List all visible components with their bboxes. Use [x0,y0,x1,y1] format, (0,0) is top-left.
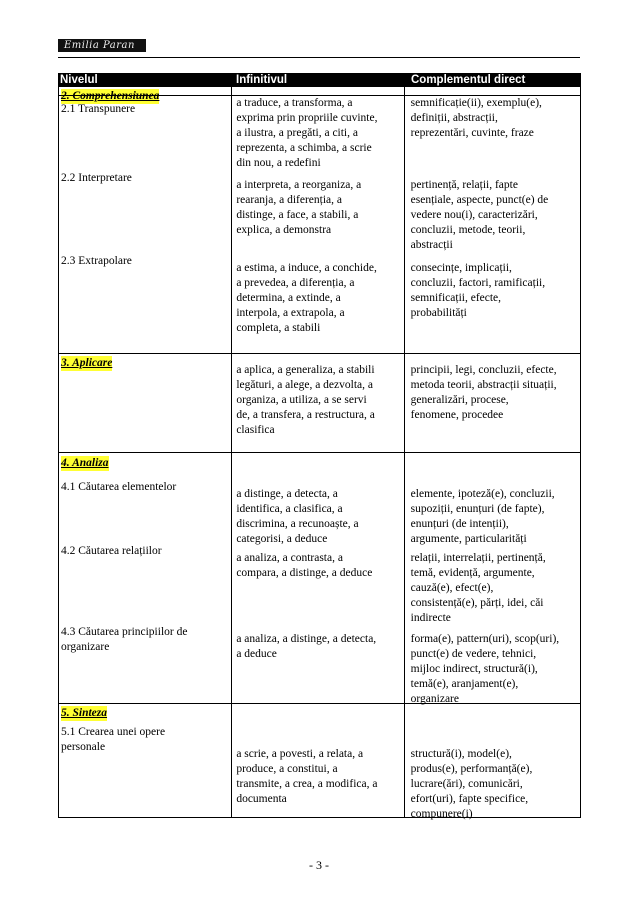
complement-line: organizare [410,693,459,705]
complement-line: cauză(e), efect(e), [410,582,494,594]
infinitive-line: reprezenta, a schimba, a scrie [236,142,372,154]
sublevel-name: 5.1 Crearea unei opere [61,726,166,738]
infinitive-line: categorisi, a deduce [236,533,328,545]
sublevel-name: 4.3 Căutarea principiilor de [61,626,188,638]
infinitive-line: documenta [236,793,287,805]
complement-line: semnificații, efecte, [410,292,502,304]
infinitive-line: rearanja, a diferenția, a [236,194,342,206]
complement-cell [405,704,580,820]
complement-line: enunțuri (de intenții), [410,518,509,530]
complement-cell [405,354,580,452]
level-cell [59,704,232,817]
infinitive-line: explica, a demonstra [236,224,332,236]
complement-line: generalizări, procese, [410,394,509,406]
infinitive-line: transmite, a crea, a modifica, a [236,778,378,790]
complement-line: mijloc indirect, structură(i), [410,663,538,675]
complement-line: consistență(e), părți, idei, căi [410,597,544,609]
level-cell [59,453,232,703]
infinitive-line: completa, a stabili [236,322,321,334]
infinitive-line: legături, a alege, a dezvolta, a [236,379,373,391]
infinitive-line: a prevedea, a diferenția, a [236,277,355,289]
infinitive-line: a deduce [236,648,277,660]
infinitive-line: din nou, a redefini [236,157,321,169]
level-cell [59,354,232,452]
complement-line: reprezentări, cuvinte, fraze [410,127,534,139]
complement-cell [405,453,580,703]
page-number: - 3 - [309,858,329,872]
sublevel-name: 2.3 Extrapolare [61,255,132,267]
complement-line: metoda teorii, abstracții situații, [410,379,557,391]
infinitive-line: clasifica [236,424,275,436]
complement-line: argumente, particularități [410,533,527,545]
infinitive-line: identifica, a clasifica, a [236,503,343,515]
sublevel-name: 2.2 Interpretare [61,172,132,184]
infinitive-line: a ilustra, a pregăti, a citi, a [236,127,358,139]
infinitive-line: produce, a constitui, a [236,763,338,775]
complement-line: consecințe, implicații, [410,262,512,274]
complement-line: semnificație(ii), exemplu(e), [410,97,542,109]
complement-line: temă(e), aranjament(e), [410,678,519,690]
level-title: 5. Sinteza [61,707,108,719]
complement-line: principii, legi, concluzii, efecte, [410,364,557,376]
infinitive-line: a distinge, a detecta, a [236,488,338,500]
infinitive-cell [232,453,404,703]
sublevel-name: 4.2 Căutarea relațiilor [61,545,162,557]
infinitive-line: organiza, a utiliza, a se servi [236,394,367,406]
infinitive-cell [232,704,404,817]
complement-line: temă, evidență, argumente, [410,567,535,579]
header-complement: Complementul direct [411,74,526,86]
infinitive-line: a interpreta, a reorganiza, a [236,179,362,191]
taxonomy-table [58,73,581,818]
header-level: Nivelul [60,74,98,86]
sublevel-name: organizare [61,641,110,653]
infinitive-line: a estima, a induce, a conchide, [236,262,377,274]
sublevel-name: 4.1 Căutarea elementelor [61,481,177,493]
complement-line: concluzii, metode, teorii, [410,224,526,236]
complement-line: esențiale, aspecte, punct(e) de [410,194,549,206]
infinitive-cell [232,354,404,452]
author-logo: Emilia Paran [58,39,146,52]
infinitive-line: determina, a extinde, a [236,292,341,304]
infinitive-line: a scrie, a povesti, a relata, a [236,748,364,760]
header-rule [58,57,580,58]
complement-line: vedere nou(i), caracterizări, [410,209,538,221]
complement-line: structură(i), model(e), [410,748,512,760]
level-title: 4. Analiza [61,457,109,469]
infinitive-cell [232,87,404,353]
complement-line: forma(e), pattern(uri), scop(uri), [410,633,560,645]
complement-line: concluzii, factori, ramificații, [410,277,546,289]
infinitive-line: discrimina, a recunoaște, a [236,518,359,530]
infinitive-line: a analiza, a distinge, a detecta, [236,633,377,645]
infinitive-line: compara, a distinge, a deduce [236,567,373,579]
complement-line: compunere(i) [410,808,473,820]
level-title: 3. Aplicare [61,357,113,369]
complement-line: relații, interrelații, pertinență, [410,552,546,564]
complement-line: supoziții, enunțuri (de fapte), [410,503,545,515]
section-block [58,87,581,354]
section-block [58,704,581,818]
section-block [58,354,581,453]
level-cell [59,87,232,353]
table-header [58,73,581,87]
complement-line: lucrare(ări), comunicări, [410,778,523,790]
complement-line: probabilități [410,307,467,319]
complement-line: produs(e), performanță(e), [410,763,533,775]
infinitive-line: exprima prin propriile cuvinte, [236,112,378,124]
sublevel-name: 2.1 Transpunere [61,103,136,115]
complement-line: abstracții [410,239,453,251]
complement-line: definiții, abstracții, [410,112,498,124]
infinitive-line: distinge, a face, a stabili, a [236,209,359,221]
complement-line: pertinență, relații, fapte [410,179,518,191]
complement-line: elemente, ipoteză(e), concluzii, [410,488,555,500]
complement-line: efort(uri), fapte specifice, [410,793,529,805]
infinitive-line: interpola, a extrapola, a [236,307,345,319]
complement-line: indirecte [410,612,451,624]
complement-line: punct(e) de vedere, tehnici, [410,648,537,660]
sublevel-name: personale [61,741,106,753]
infinitive-line: a aplica, a generaliza, a stabili [236,364,375,376]
header-infinitive: Infinitivul [236,74,288,86]
infinitive-line: de, a transfera, a restructura, a [236,409,375,421]
level-divider [58,95,581,96]
complement-line: fenomene, procedee [410,409,504,421]
section-block [58,453,581,704]
infinitive-line: a analiza, a contrasta, a [236,552,343,564]
table-body [58,87,581,818]
level-title: 2. Comprehensiunea [61,90,160,102]
infinitive-line: a traduce, a transforma, a [236,97,353,109]
complement-cell [405,87,580,353]
